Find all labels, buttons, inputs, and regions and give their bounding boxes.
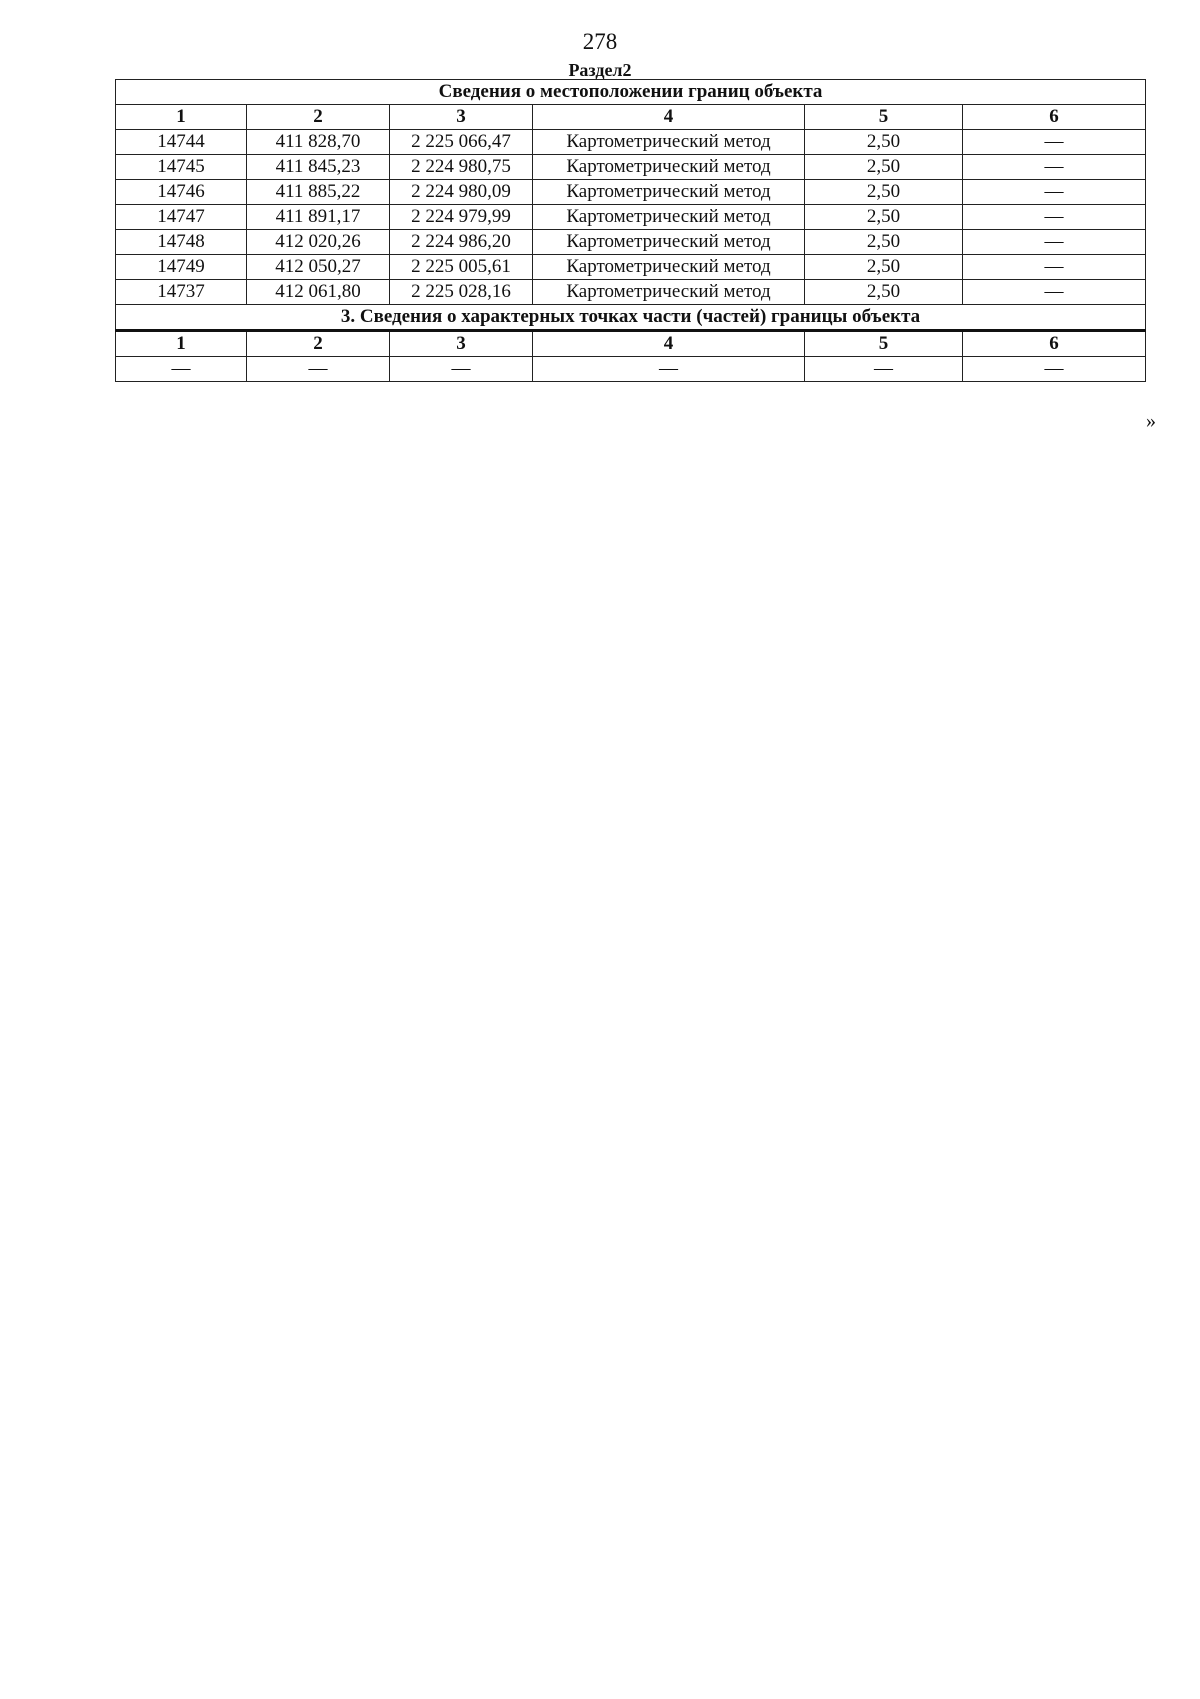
table-cell: 2,50 — [805, 230, 963, 255]
table-cell: Картометрический метод — [533, 280, 805, 305]
closing-quote-mark: » — [1146, 410, 1156, 432]
table-cell: Картометрический метод — [533, 205, 805, 230]
table-row — [116, 155, 1146, 180]
column-number-1: 1 — [116, 105, 247, 130]
table-cell: Картометрический метод — [533, 180, 805, 205]
page-number: 278 — [582, 29, 618, 54]
table-cell: 2 224 980,09 — [390, 180, 533, 205]
table-cell: — — [963, 230, 1146, 255]
column-number-4: 4 — [533, 331, 805, 357]
column-number-1: 1 — [116, 331, 247, 357]
table-cell: Картометрический метод — [533, 255, 805, 280]
table-cell: 2 224 986,20 — [390, 230, 533, 255]
table-cell: — — [963, 155, 1146, 180]
table-cell: Картометрический метод — [533, 130, 805, 155]
table2-title-row — [116, 305, 1146, 331]
table2-title: 3. Сведения о характерных точках части (частей) границы объекта — [116, 305, 1146, 331]
table1-title: Сведения о местоположении границ объекта — [116, 80, 1146, 105]
table-cell: 2,50 — [805, 205, 963, 230]
table-cell: 411 885,22 — [247, 180, 390, 205]
table-row — [116, 280, 1146, 305]
column-number-5: 5 — [805, 105, 963, 130]
table-cell: — — [963, 280, 1146, 305]
column-number-6: 6 — [963, 105, 1146, 130]
table-cell: 14737 — [116, 280, 247, 305]
table-cell: — — [963, 130, 1146, 155]
table-row — [116, 205, 1146, 230]
table-cell: 2 225 028,16 — [390, 280, 533, 305]
table-cell: 2 224 980,75 — [390, 155, 533, 180]
column-number-6: 6 — [963, 331, 1146, 357]
table1-title-row — [116, 80, 1146, 105]
table-row — [116, 130, 1146, 155]
table-cell: — — [963, 205, 1146, 230]
table-cell: Картометрический метод — [533, 155, 805, 180]
table-row — [116, 357, 1146, 382]
section-title: Раздел2 — [568, 60, 632, 80]
table-row — [116, 230, 1146, 255]
table-cell: — — [247, 357, 390, 382]
table-cell: 411 891,17 — [247, 205, 390, 230]
table-cell: 411 828,70 — [247, 130, 390, 155]
table-cell: — — [533, 357, 805, 382]
table-cell: 14745 — [116, 155, 247, 180]
table-cell: 411 845,23 — [247, 155, 390, 180]
table-cell: 2,50 — [805, 180, 963, 205]
table-cell: 14749 — [116, 255, 247, 280]
table-cell: 2,50 — [805, 280, 963, 305]
table-cell: 412 020,26 — [247, 230, 390, 255]
table-cell: — — [963, 180, 1146, 205]
boundary-table — [115, 79, 1146, 382]
table-cell: 14748 — [116, 230, 247, 255]
table-cell: 14747 — [116, 205, 247, 230]
table-cell: 2 225 005,61 — [390, 255, 533, 280]
table-cell: 2 224 979,99 — [390, 205, 533, 230]
table-cell: — — [116, 357, 247, 382]
table-cell: 2,50 — [805, 130, 963, 155]
column-number-3: 3 — [390, 105, 533, 130]
table-cell: 2,50 — [805, 155, 963, 180]
column-number-4: 4 — [533, 105, 805, 130]
table-cell: — — [963, 357, 1146, 382]
table-cell: 412 061,80 — [247, 280, 390, 305]
table-cell: Картометрический метод — [533, 230, 805, 255]
table2-column-numbers — [116, 331, 1146, 357]
column-number-2: 2 — [247, 105, 390, 130]
boundary-table-body — [116, 80, 1146, 382]
table-row — [116, 180, 1146, 205]
table-cell: 14746 — [116, 180, 247, 205]
column-number-5: 5 — [805, 331, 963, 357]
column-number-3: 3 — [390, 331, 533, 357]
table-cell: 2,50 — [805, 255, 963, 280]
table-cell: 2 225 066,47 — [390, 130, 533, 155]
table-row — [116, 255, 1146, 280]
table-cell: 412 050,27 — [247, 255, 390, 280]
table-cell: 14744 — [116, 130, 247, 155]
table-cell: — — [805, 357, 963, 382]
table-cell: — — [963, 255, 1146, 280]
table-cell: — — [390, 357, 533, 382]
column-number-2: 2 — [247, 331, 390, 357]
table1-column-numbers — [116, 105, 1146, 130]
